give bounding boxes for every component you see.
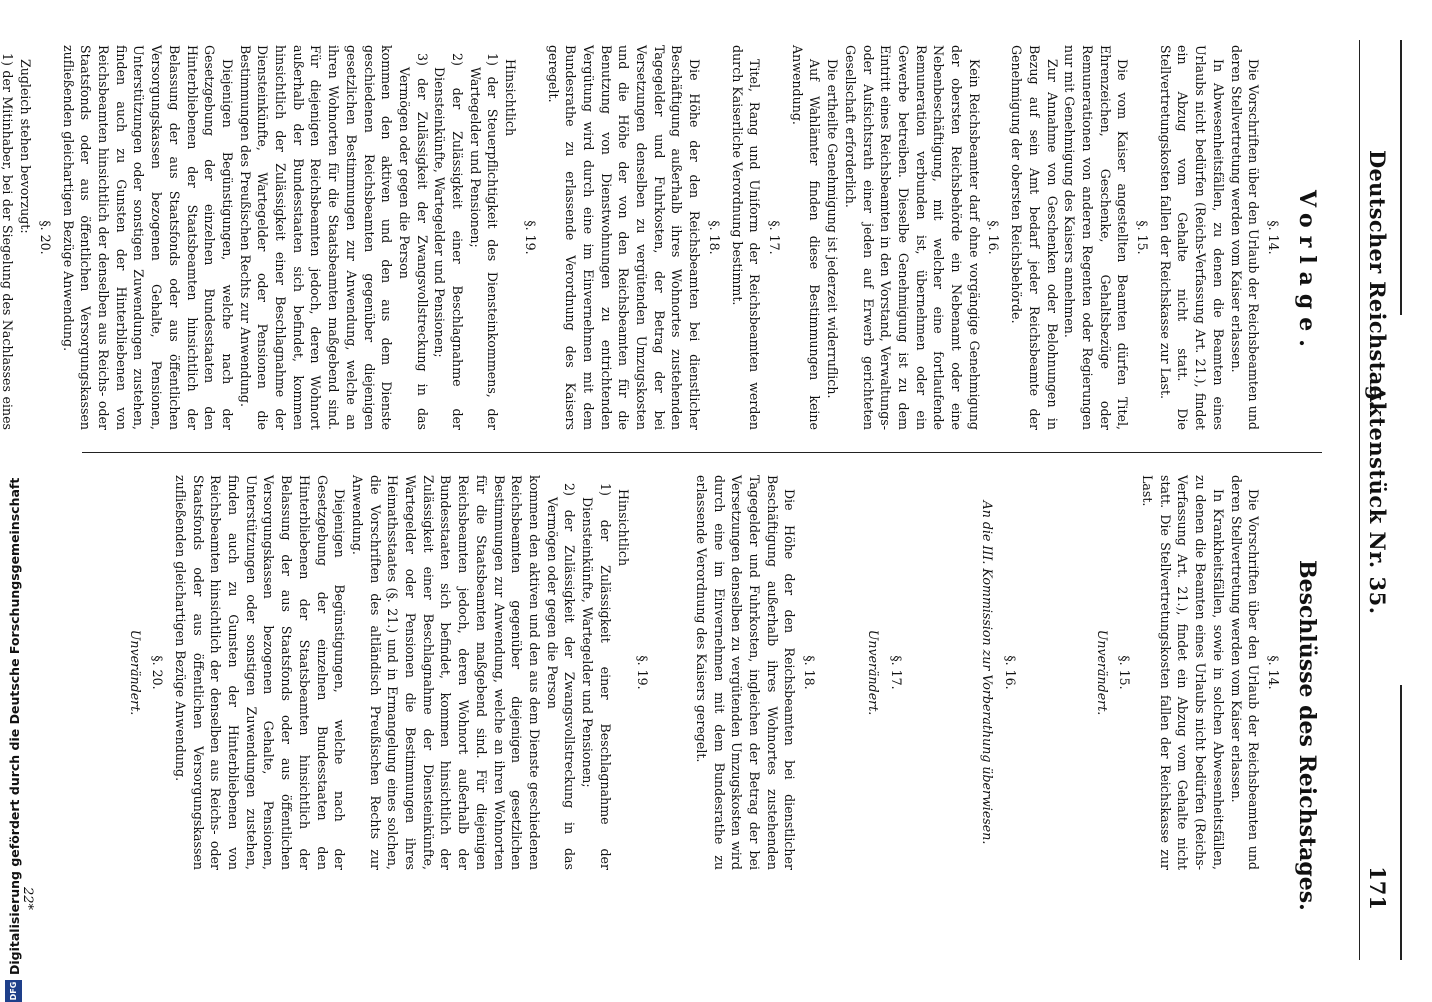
paragraph: Auf Wahlämter finden diese Bestimmungen keine Anwendung. [789,45,823,430]
list-item: 1) der Steuerpflichtigkeit des Diensteinkommens, der Wartegelder und Pensionen; [467,53,501,430]
header-rule-right [1400,685,1402,960]
paragraph: Die vom Kaiser angestellten Beamten dürfen Titel, Ehrenzeichen, Geschenke, Gehaltsbezüge oder Remunerationen von anderen Regenten oder Regierungen nur mit Genehmigung des Kaisers annehmen. [1062,45,1131,430]
unchanged-note: Unverändert. [127,629,143,716]
paragraph: Hinsichtlich [503,59,519,137]
list-item: 2) der Zulässigkeit der Zwangsvollstreckung in das Vermögen oder gegen die Person [544,483,578,870]
paragraph: kommen den aktiven und den aus dem Dienste geschiedenen Reichsbeamten gegenüber diejenigen gesetzlichen Bestimmungen zur Anwendung, welche an ihren Wohnorten für die Staatsbeamten maßgebend sind. Für diejenigen Reichsbeamten jedoch, deren Wohnort außerhalb der Bundesstaaten sich befindet, kommen hinsichtlich der Zulässigkeit einer Beschlagnahme der Diensteinkünfte, Wartegelder oder Pensionen die Bestimmungen ihres Heimathsstaates (§. 21.) und in Ermangelung eines solchen, die Vorschriften des altländisch Preußischen Rechts zur Anwendung. [349,475,543,870]
left-column [0,45,1287,430]
paragraph: Diejenigen Begünstigungen, welche nach der Gesetzgebung der einzelnen Bundesstaaten den Hinterbliebenen der Staatsbeamten hinsichtlich der Belassung der aus Staatsfonds oder aus öffentlichen Versorgungskassen bezogenen Gehalte, Pensionen, Unterstützungen oder sonstigen Zuwendungen zustehen, finden auch zu Gunsten der Hinterbliebenen von Reichsbeamten hinsichtlich der denselben aus Reichs- oder Staatsfonds oder aus öffentlichen Versorgungskassen zufließenden gleichartigen Bezüge Anwendung. [172,475,348,870]
paragraph: kommen den aktiven und den aus dem Dienste geschiedenen Reichsbeamten gegenüber diejenigen gesetzlichen Bestimmungen zur Anwendung, welche an ihren Wohnorten für die Staatsbeamten maßgebend sind. Für diejenigen Reichsbeamten jedoch, deren Wohnort außerhalb der Bundesstaaten sich befindet, kommen hinsichtlich der Zulässigkeit einer Beschlagnahme der Diensteinkünfte, Wartegelder oder Pensionen die Bestimmungen des Preußischen Rechts zur Anwendung. [237,45,395,430]
paragraph: Titel, Rang und Uniform der Reichsbeamten werden durch Kaiserliche Verordnung bestimmt. [729,45,763,430]
spacer [656,475,692,870]
list-item: 2) der Zulässigkeit einer Beschlagnahme der Diensteinkünfte, Wartegelder und Pensionen; [432,53,466,430]
running-head-center: Aktenstück Nr. 35. [1365,385,1390,615]
right-column [121,475,1287,870]
section-heading: §. 17. [888,655,904,690]
paragraph: Die Vorschriften über den Urlaub der Reichsbeamten und deren Stellvertretung werden vom Kaiser erlassen. [1228,475,1262,870]
paragraph: Hinsichtlich [615,489,631,567]
page-number: 171 [1365,866,1390,910]
paragraph: Die ertheilte Genehmigung ist jederzeit widerruflich. [825,59,841,399]
sheet-signature: 22* [20,886,35,910]
running-head-left: Deutscher Reichstag. [1365,150,1390,409]
paragraph: Kein Reichsbeamter darf ohne vorgängige Genehmigung der obersten Reichsbehörde ein Nebenamt oder eine Nebenbeschäftigung, mit welcher eine fortlaufende Remuneration verbunden ist, übernehmen oder ein Gewerbe betreiben. Dieselbe Genehmigung ist zu dem Eintritt eines Reichsbeamten in den Vorstand, Verwaltungs- oder Aufsichtsrath einer jeden auf Erwerb gerichteten Gesellschaft erforderlich. [842,45,982,430]
spacer [910,475,974,870]
list-item: 3) der Zulässigkeit der Zwangsvollstreckung in das Vermögen oder gegen die Person [396,53,430,430]
unchanged-note: Unverändert. [1094,629,1110,716]
header-rule-bottom [1359,40,1360,960]
paragraph: Diejenigen Begünstigungen, welche nach der Gesetzgebung der einzelnen Bundesstaaten den Hinterbliebenen der Staatsbeamten hinsichtlich der Belassung der aus Staatsfonds oder aus öffentlichen Versorgungskassen bezogenen Gehalte, Pensionen, Unterstützungen oder sonstigen Zuwendungen zustehen, finden auch zu Gunsten der Hinterbliebenen von Reichsbeamten hinsichtlich der denselben aus Reichs- oder Staatsfonds oder aus öffentlichen Versorgungskassen zufließenden gleichartigen Bezüge Anwendung. [60,45,235,430]
paragraph: Die Höhe der den Reichsbeamten bei dienstlicher Beschäftigung außerhalb ihres Wohnortes zustehenden Tagegelder und Fuhrkosten, ingleichen der Betrag der bei Versetzungen denselben zu vergütenden Umzugskosten wird durch eine im Einvernehmen mit dem Bundesrathe zu erlassende Verordnung des Kaisers geregelt. [693,475,798,870]
digitization-credit: Digitalisierung gefördert durch die Deutsche Forschungsgemeinschaft [7,477,22,975]
section-heading: §. 20. [150,655,166,690]
section-heading: §. 15. [1135,220,1151,255]
section-heading: §. 16. [1002,655,1018,690]
unchanged-note: Unverändert. [865,629,881,716]
spacer [1024,475,1088,870]
committee-note: An die III. Kommission zur Vorberathung überwiesen. [980,500,996,845]
right-column-title: Beschlüsse des Reichstages. [1294,560,1320,911]
section-heading: §. 20. [37,220,53,255]
paragraph: Die Vorschriften über den Urlaub der Reichsbeamten und deren Stellvertretung werden vom Kaiser erlassen. [1228,45,1262,430]
paragraph: Zugleich stehen bevorzugt: [18,59,34,234]
section-heading: §. 15. [1117,655,1133,690]
section-heading: §. 18. [706,220,722,255]
section-heading: §. 19. [635,655,651,690]
digitization-footer [0,0,30,1000]
section-heading: §. 14. [1266,220,1281,255]
paragraph: Zur Annahme von Geschenken oder Belohnungen in Bezug auf sein Amt bedarf jeder Reichsbeamte der Genehmigung der obersten Reichsbehörde. [1009,45,1060,430]
list-item: 1) der Mitinhaber, bei der Siegelung des Nachlasses eines [0,53,16,430]
column-divider [82,452,1322,453]
section-heading: §. 19. [522,220,538,255]
header-rule-left [1400,40,1402,315]
section-heading: §. 14. [1266,655,1281,690]
paragraph: In Abwesenheitsfällen, zu denen die Beamten eines Urlaubs nicht bedürfen (Reichs-Verfassung Art. 21.), findet ein Abzug vom Gehalte nicht statt. Die Stellvertretungskosten fallen der Reichskasse zur Last. [1157,45,1226,430]
section-heading: §. 18. [802,655,818,690]
paragraph: In Krankheitsfällen, sowie in solchen Abwesenheitsfällen, zu denen die Beamten eines Urlaubs nicht bedürfen (Reichs-Verfassung Art. 21.), findet ein Abzug vom Gehalte nicht statt. Die Stellvertretungskosten fallen der Reichskasse zur Last. [1140,475,1226,870]
paragraph: Die Höhe der den Reichsbeamten bei dienstlicher Beschäftigung außerhalb ihres Wohnortes zustehenden Tagegelder und Fuhrkosten, der Betrag der bei Versetzungen denselben zu vergütenden Umzugskosten und die Höhe der von den Reichsbeamten für die Benutzung von Dienstwohnungen zu entrichtenden Vergütung wird durch eine im Einvernehmen mit dem Bundesrathe zu erlassende Verordnung des Kaisers geregelt. [545,45,703,430]
left-column-title: Vorlage. [1294,190,1320,355]
spacer [823,475,859,870]
section-heading: §. 16. [986,220,1002,255]
list-item: 1) der Zulässigkeit einer Beschlagnahme der Diensteinkünfte, Wartegelder und Pensionen; [580,483,613,870]
dfg-logo-icon: DFG [5,980,22,1002]
section-heading: §. 17. [767,220,783,255]
